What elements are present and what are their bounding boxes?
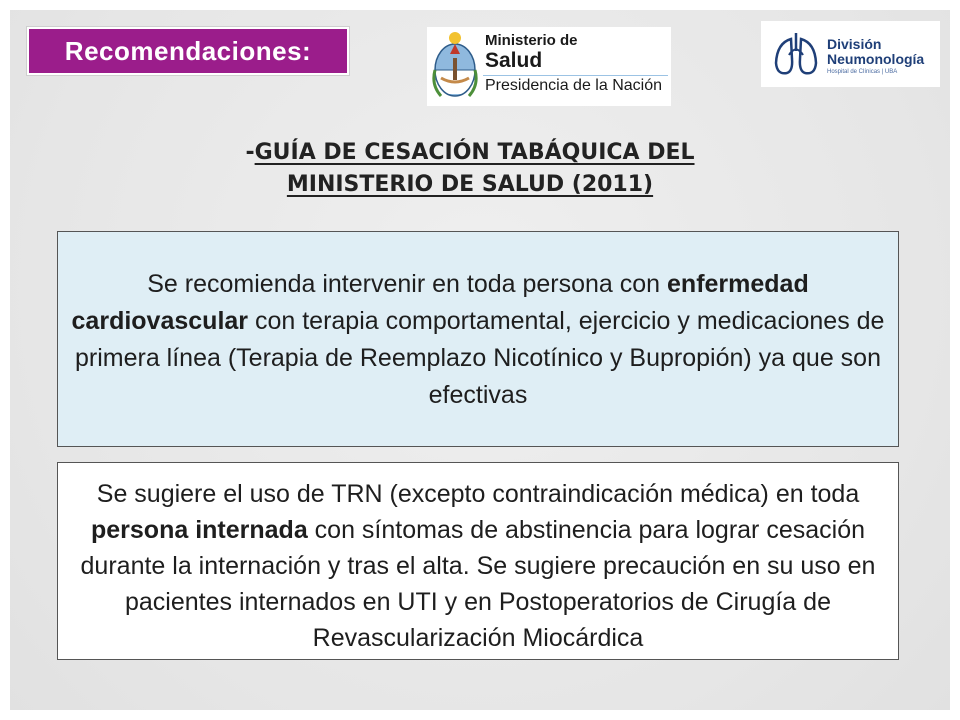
division-neumonologia-logo: [761, 21, 940, 87]
title-line1: GUÍA DE CESACIÓN TABÁQUICA DEL: [254, 140, 695, 165]
box1-bold: enfermedad cardiovascular: [71, 270, 809, 335]
page-title: [120, 137, 820, 201]
box1-text-end: con terapia comportamental, ejercicio y medicaciones de primera línea (Terapia de Reemplazo Nicotínico y Bupropión) ya que son efectivas: [75, 307, 885, 409]
division-line1: División: [827, 36, 882, 52]
title-line2: MINISTERIO DE SALUD (2011): [286, 172, 654, 197]
title-dash: -: [245, 140, 255, 165]
box2-text-start: Se sugiere el uso de TRN (excepto contraindicación médica) en toda: [96, 480, 860, 508]
lungs-icon: [771, 29, 821, 79]
ministerio-line2: Salud: [485, 49, 543, 72]
box2-bold: persona internada: [91, 516, 308, 544]
recommendation-box-internados: [57, 462, 899, 660]
section-tag: Recomendaciones:: [27, 27, 349, 75]
recommendation-text-1: [58, 266, 898, 414]
box2-text-end: con síntomas de abstinencia para lograr cesación durante la internación y tras el alta. Se sugiere precaución en su uso en pacientes internados en UTI y en Postoperatorios de Cirugía de Revascularización Miocárdica: [80, 516, 876, 652]
logo-divider: [483, 75, 668, 76]
division-line2: Neumonología: [827, 51, 925, 67]
box1-text-start: Se recomienda intervenir en toda persona con: [147, 270, 668, 298]
ministerio-salud-logo: [427, 27, 671, 106]
recommendation-text-2: [58, 476, 898, 656]
recommendation-box-cardiovascular: [57, 231, 899, 447]
ministerio-line3: Presidencia de la Nación: [485, 77, 662, 94]
division-line3: Hospital de Clínicas | UBA: [827, 69, 898, 75]
ministerio-line1: Ministerio de: [485, 32, 578, 49]
argentina-shield-icon: [431, 30, 479, 102]
